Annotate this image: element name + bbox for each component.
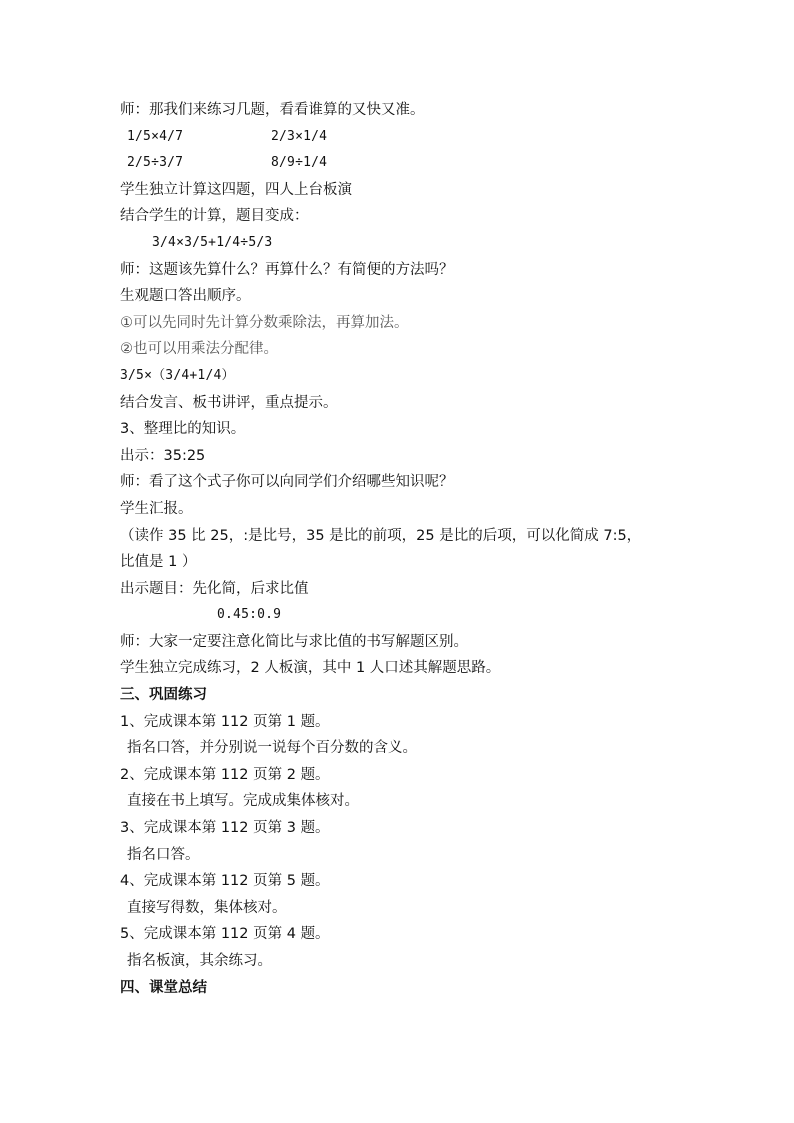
method-line: ②也可以用乘法分配律。 — [120, 341, 278, 358]
exercise-note: 指名口答。 — [127, 846, 200, 863]
text-line: 学生独立完成练习，2 人板演，其中 1 人口述其解题思路。 — [120, 660, 501, 677]
exercise-item: 2/3×1/4 — [271, 128, 328, 144]
exercise-note: 直接写得数，集体核对。 — [127, 899, 287, 916]
text-line: 结合学生的计算，题目变成： — [120, 208, 309, 225]
exercise-note: 指名口答，并分别说一说每个百分数的含义。 — [127, 740, 417, 757]
exercise-note: 指名板演，其余练习。 — [127, 953, 272, 969]
expression-line: 0.45:0.9 — [217, 607, 282, 623]
exercise-row — [120, 124, 680, 151]
exercise-item: 2/5÷3/7 — [127, 155, 184, 171]
exercise-item: 2、完成课本第 112 页第 2 题。 — [120, 766, 330, 783]
exercise-note: 直接在书上填写。完成成集体核对。 — [127, 793, 359, 810]
exercise-item: 4、完成课本第 112 页第 5 题。 — [120, 873, 330, 890]
text-line: 学生独立计算这四题，四人上台板演 — [120, 181, 352, 198]
teacher-line: 师：看了这个式子你可以向同学们介绍哪些知识呢？ — [120, 474, 454, 491]
section-heading: 三、巩固练习 — [120, 687, 207, 704]
exercise-item: 3、完成课本第 112 页第 3 题。 — [120, 820, 330, 837]
exercise-row — [120, 150, 680, 177]
exercise-item: 8/9÷1/4 — [271, 155, 328, 171]
section-item: 3、整理比的知识。 — [120, 421, 246, 438]
text-line: （读作 35 比 25，:是比号，35 是比的前项，25 是比的后项，可以化简成 7:5， — [120, 527, 642, 544]
expression-line: 3/5×（3/4+1/4） — [120, 367, 235, 383]
exercise-item: 5、完成课本第 112 页第 4 题。 — [120, 926, 330, 943]
text-line: 结合发言、板书讲评，重点提示。 — [120, 394, 338, 411]
text-line: 生观题口答出顺序。 — [120, 288, 251, 305]
lesson-text — [120, 97, 680, 1001]
exercise-item: 1、完成课本第 112 页第 1 题。 — [120, 713, 330, 730]
text-line: 出示题目：先化简，后求比值 — [120, 580, 309, 597]
text-line: 比值是 1 ） — [120, 554, 197, 571]
exercise-item: 1/5×4/7 — [127, 128, 184, 144]
teacher-line: 师：那我们来练习几题，看看谁算的又快又准。 — [120, 102, 425, 118]
text-line: 学生汇报。 — [120, 500, 193, 517]
teacher-line: 师：大家一定要注意化简比与求比值的书写解题区别。 — [120, 633, 468, 650]
expression-line: 3/4×3/5+1/4÷5/3 — [152, 234, 273, 250]
method-line: ①可以先同时先计算分数乘除法，再算加法。 — [120, 314, 409, 331]
section-heading: 四、课堂总结 — [120, 979, 207, 996]
teacher-line: 师：这题该先算什么？再算什么？有简便的方法吗？ — [120, 261, 454, 278]
text-line: 出示：35:25 — [120, 447, 206, 464]
